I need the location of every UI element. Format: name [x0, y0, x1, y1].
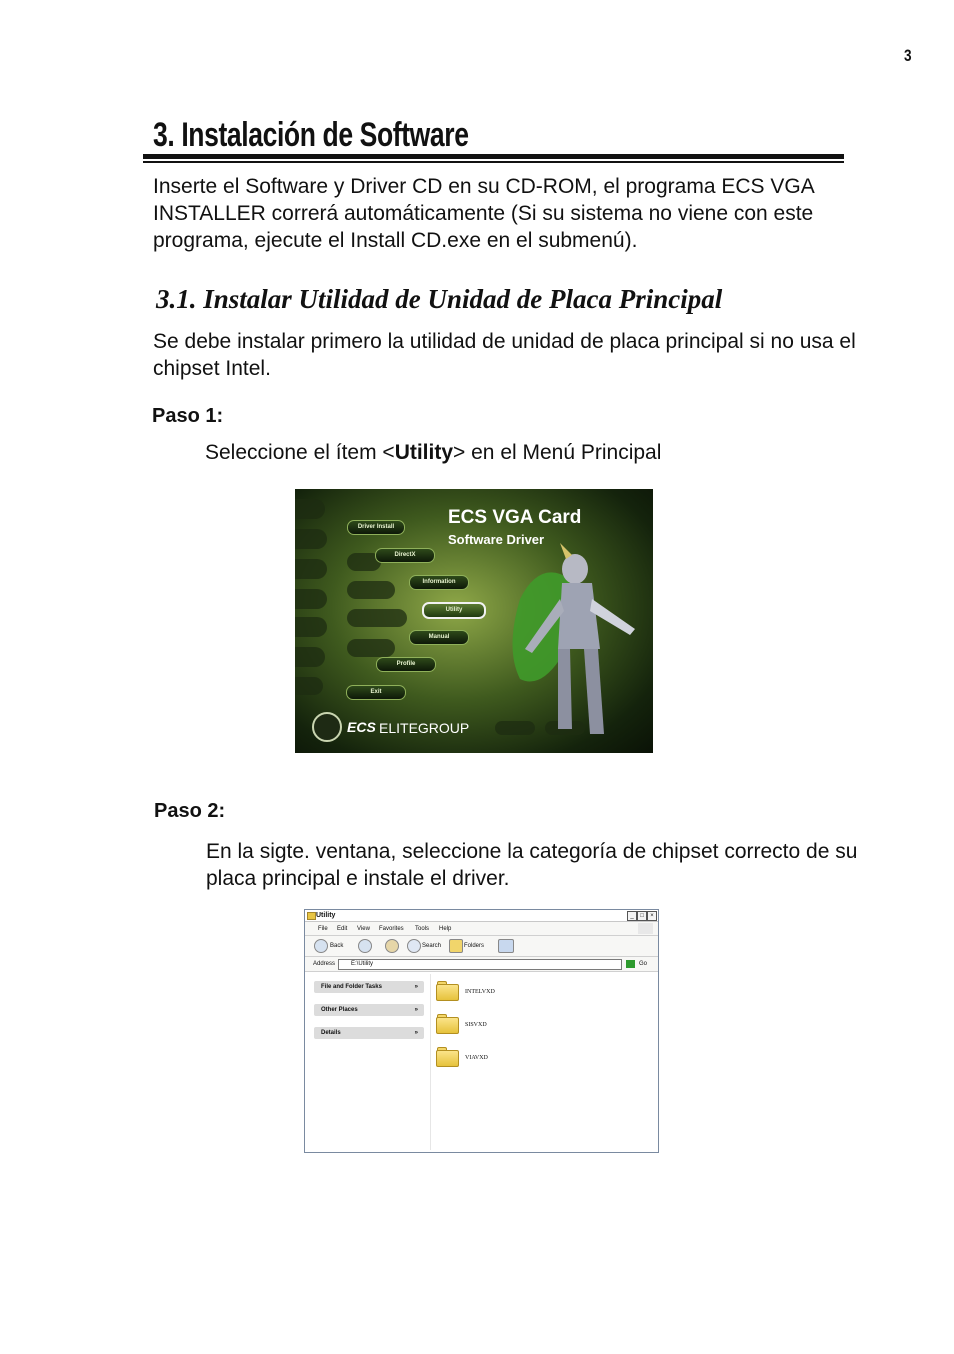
up-folder-icon[interactable] — [385, 939, 399, 953]
back-button[interactable]: Back — [330, 943, 344, 949]
address-label: Address — [313, 961, 336, 967]
search-button[interactable]: Search — [422, 943, 442, 949]
step1-text-before: Seleccione el ítem < — [205, 441, 395, 464]
step1-text-after: > en el Menú Principal — [453, 441, 662, 464]
driver-install-button[interactable]: Driver Install — [347, 520, 405, 535]
folder-icon — [436, 1017, 459, 1034]
title-rule-thin — [143, 161, 844, 163]
close-button[interactable]: × — [647, 911, 657, 921]
step2-text: En la sigte. ventana, seleccione la categoría de chipset correcto de su placa principal e instale el driver. — [206, 840, 858, 890]
minimize-button[interactable]: _ — [627, 911, 637, 921]
decor-pill — [347, 581, 395, 599]
folder-name: INTELVXD — [465, 989, 495, 995]
ecs-installer-screenshot — [295, 489, 653, 753]
maximize-button[interactable]: □ — [637, 911, 647, 921]
intro-paragraph: Inserte el Software y Driver CD en su CD-ROM, el programa ECS VGA INSTALLER correrá automáticamente (Si su sistema no viene con este programa, ejecute el Install CD.exe en el submenú). — [153, 175, 814, 252]
back-arrow-icon[interactable] — [314, 939, 328, 953]
menu-view[interactable]: View — [357, 926, 370, 932]
decor-pill — [347, 609, 407, 627]
explorer-window-screenshot — [304, 909, 659, 1153]
folder-name: VIAVXD — [465, 1055, 488, 1061]
profile-button[interactable]: Profile — [376, 657, 436, 672]
go-arrow-icon[interactable] — [626, 960, 635, 968]
menu-bar — [305, 922, 658, 936]
elitegroup-brand: ELITEGROUP — [379, 720, 470, 736]
information-button[interactable]: Information — [409, 575, 469, 590]
ecs-logo: ECS — [347, 719, 376, 735]
step1-utility-bold: Utility — [394, 441, 454, 464]
page-number: 3 — [904, 46, 912, 65]
other-places-panel[interactable]: Other Places » — [314, 1004, 424, 1016]
task-pane — [306, 974, 431, 1150]
toolbar — [305, 936, 658, 957]
ecs-title: ECS VGA Card — [448, 507, 582, 528]
file-folder-tasks-panel[interactable]: File and Folder Tasks » — [314, 981, 424, 993]
title-rule-thick — [143, 154, 844, 159]
menu-favorites[interactable]: Favorites — [379, 926, 404, 932]
decor-pill — [295, 677, 323, 695]
ecs-subtitle: Software Driver — [448, 532, 545, 547]
page-title: 3. Instalación de Software — [153, 116, 469, 154]
decor-pill — [347, 639, 395, 657]
nvidia-logo-icon — [312, 712, 342, 742]
folders-icon[interactable] — [449, 939, 463, 953]
windows-logo-icon — [638, 923, 653, 934]
section-description: Se debe instalar primero la utilidad de unidad de placa principal si no usa el chipset Intel. — [153, 330, 856, 380]
menu-file[interactable]: File — [318, 926, 328, 932]
directx-button[interactable]: DirectX — [375, 548, 435, 563]
decor-pill — [295, 647, 325, 667]
menu-edit[interactable]: Edit — [337, 926, 348, 932]
folder-name: SISVXD — [465, 1022, 487, 1028]
decor-pill — [295, 559, 327, 579]
step1-label: Paso 1: — [152, 405, 224, 427]
decor-pill — [295, 617, 327, 637]
exit-button[interactable]: Exit — [346, 685, 406, 700]
step2-label: Paso 2: — [154, 800, 226, 822]
address-bar — [305, 957, 658, 972]
warrior-illustration — [500, 539, 650, 749]
decor-pill — [295, 589, 327, 609]
folder-icon — [307, 912, 316, 920]
menu-tools[interactable]: Tools — [415, 926, 430, 932]
decor-pill — [295, 529, 327, 549]
section-title: 3.1. Instalar Utilidad de Unidad de Placa Principal — [156, 284, 723, 314]
window-titlebar — [305, 910, 658, 922]
step1-text — [205, 439, 661, 466]
folders-button[interactable]: Folders — [464, 943, 485, 949]
utility-button[interactable]: Utility — [422, 602, 486, 619]
address-input[interactable] — [338, 959, 622, 970]
folder-icon — [436, 984, 459, 1001]
forward-arrow-icon[interactable] — [358, 939, 372, 953]
address-value: E:\Utility — [351, 961, 374, 967]
search-icon[interactable] — [407, 939, 421, 953]
details-panel[interactable]: Details » — [314, 1027, 424, 1039]
menu-help[interactable]: Help — [439, 926, 452, 932]
go-button[interactable]: Go — [639, 961, 648, 967]
folder-icon — [436, 1050, 459, 1067]
manual-button[interactable]: Manual — [409, 630, 469, 645]
views-icon[interactable] — [498, 939, 514, 953]
window-title: Utility — [316, 912, 336, 919]
decor-pill — [295, 499, 325, 519]
